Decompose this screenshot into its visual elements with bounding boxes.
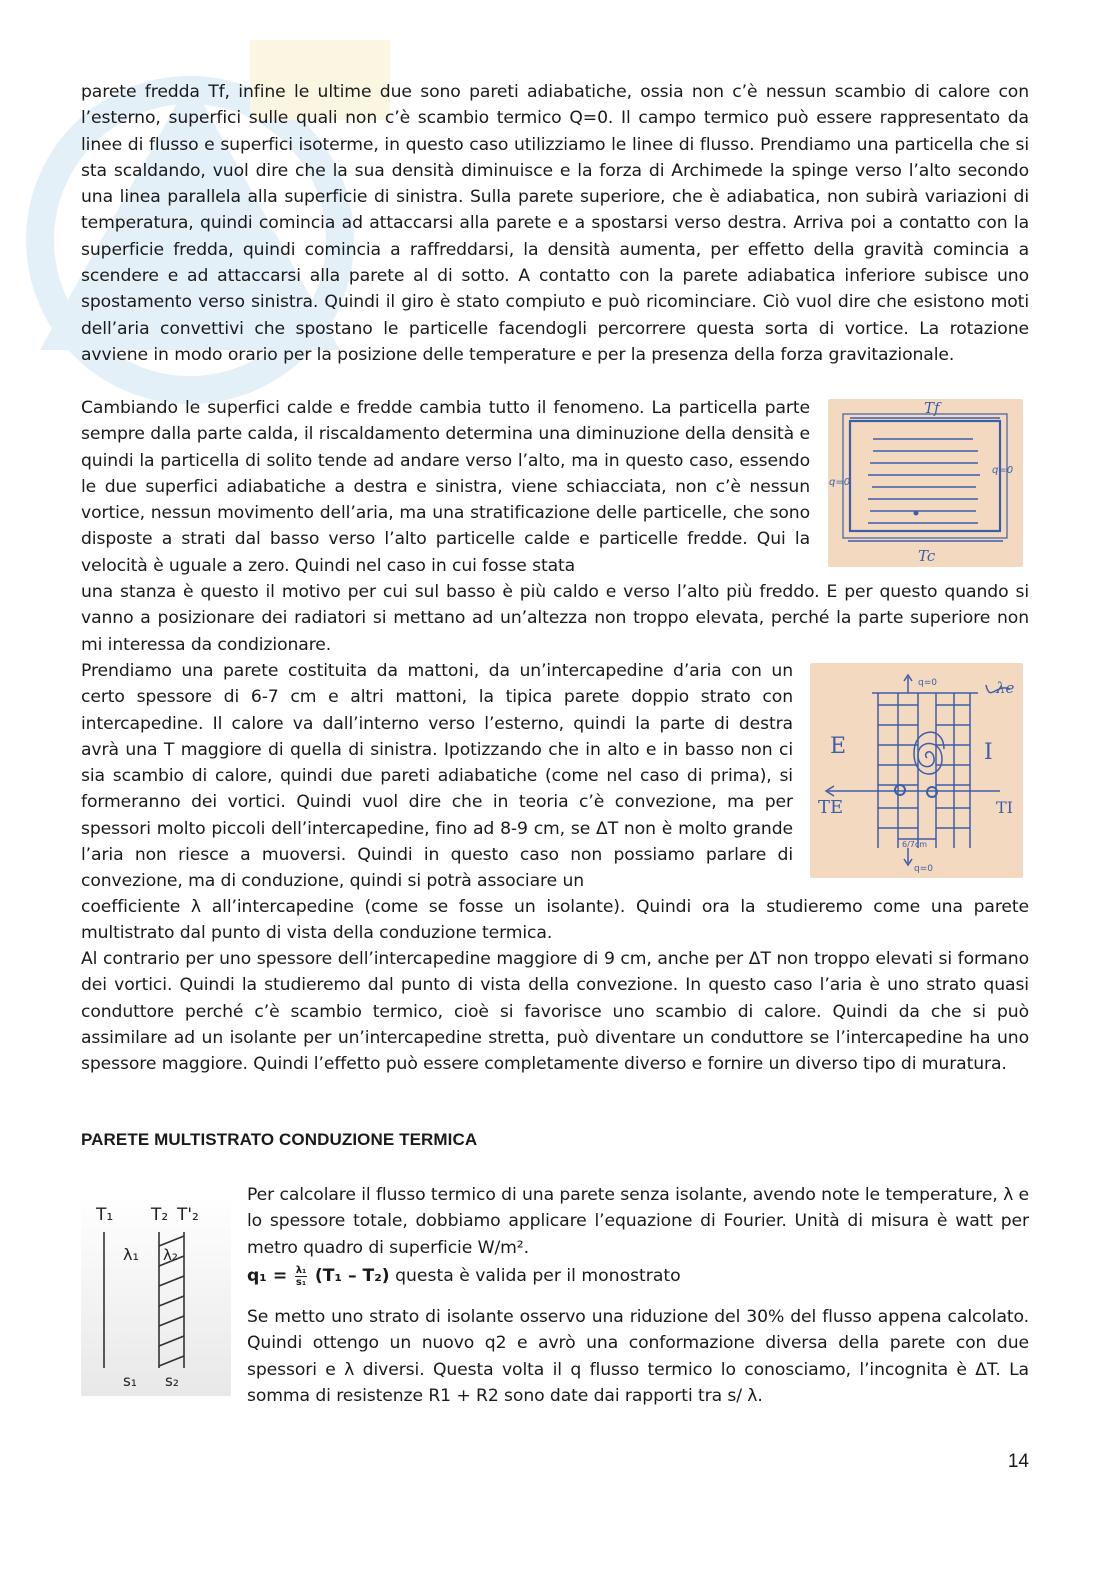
paragraph-convection-vortex: parete fredda Tf, infine le ultime due sono pareti adiabatiche, ossia non c’è nessun scambio di calore con l’esterno, superfici sulle quali non c’è scambio termico Q=0. Il campo termico può essere rappresentato da linee di flusso e superfici isoterme, in questo caso utilizziamo le linee di flusso. Prendiamo una particella che si sta scaldando, vuol dire che la sua densità diminuisce e la forza di Archimede la spinge verso l’alto secondo una linea parallela alla superficie di sinistra. Sulla parete superiore, che è adiabatica, non subirà variazioni di temperatura, quindi comincia ad attaccarsi alla parete e a spostarsi verso destra. Arriva poi a contatto con la superficie fredda, quindi comincia a raffreddarsi, la densità aumenta, per effetto della gravità comincia a scendere e ad attaccarsi alla parete al di sotto. A contatto con la parete adiabatica inferiore subisce uno spostamento verso sinistra. Quindi il giro è stato compiuto e può ricominciare. Ciò vuol dire che esistono moti dell’aria convettivi che spostano le particelle facendogli percorrere questa sorta di vortice. La rotazione avviene in modo orario per la posizione delle temperature e per la presenza della forza gravitazionale. <box>81 82 1029 365</box>
paragraph-cavity-wall: Prendiamo una parete costituita da mattoni, da un’intercapedine d’aria con un certo spessore di 6-7 cm e altri mattoni, la tipica parete doppio strato con intercapedine. Il calore va dall’interno verso l’esterno, quindi la parte di destra avrà una T maggiore di quella di sinistra. Ipotizzando che in alto e in basso non ci sia scambio di calore, quindi due pareti adiabatiche (come nel caso di prima), si formeranno dei vortici. Quindi vuol dire che in teoria c’è convezione, ma per spessori molto piccoli dell’intercapedine, fino ad 8-9 cm, se ΔT non è molto grande l’aria non riesce a muoversi. Quindi in questo caso non possiamo parlare di convezione, ma di conduzione, quindi si potrà associare un <box>81 661 793 892</box>
label-te: TE <box>818 797 844 818</box>
sketch-stratification-figure <box>828 399 1023 567</box>
paragraph-cavity-wall-cont: coefficiente λ all’intercapedine (come se fosse un isolante). Quindi ora la studieremo come una parete multistrato dal punto di vista della conduzione termica. <box>81 897 1029 944</box>
label-thickness: 6/7cm <box>902 840 928 849</box>
fourier-formula <box>247 1263 681 1289</box>
page-number: 14 <box>1007 1451 1029 1472</box>
paragraph-stratification: Cambiando le superfici calde e fredde cambia tutto il fenomeno. La particella parte sempre dalla parte calda, il riscaldamento determina una diminuzione della densità e quindi la particella di solito tende ad andare verso l’alto, ma in questo caso, essendo le due superfici adiabatiche a destra e sinistra, viene schiacciata, non c’è nessun vortice, nessun movimento dell’aria, ma una stratificazione delle particelle, che sono disposte a strati dal basso verso l’alto particelle calde e particelle fredde. Qui la velocità è uguale a zero. Quindi nel caso in cui fosse stata <box>81 398 810 576</box>
label-i: I <box>984 740 993 765</box>
sketch-cavity-wall-figure <box>810 663 1023 878</box>
label-tc: Tc <box>918 547 936 565</box>
paragraph-insulation: Se metto uno strato di isolante osservo una riduzione del 30% del flusso appena calcolato. Quindi ottengo un nuovo q2 e avrò una conformazione diversa della parete con due spessori e λ diversi. Questa volta il q flusso termico lo conosciamo, l’incognita è ΔT. La somma di resistenze R1 + R2 sono date dai rapporti tra s/ λ. <box>247 1307 1029 1406</box>
label-ti: TI <box>996 798 1013 817</box>
label-right-q: q=0 <box>992 465 1014 476</box>
label-e: E <box>830 734 847 759</box>
formula-denominator: s₁ <box>295 1276 307 1288</box>
paragraph-fourier: Per calcolare il flusso termico di una parete senza isolante, avendo note le temperature, λ e lo spessore totale, dobbiamo applicare l’equazione di Fourier. Unità di misura è watt per metro quadro di superficie W/m². <box>247 1185 1029 1258</box>
label-lambda-e: λe <box>996 679 1015 697</box>
formula-fraction <box>295 1265 308 1288</box>
label-t2-prime: T'₂ <box>177 1205 199 1225</box>
label-top-q: q=0 <box>918 678 937 688</box>
paragraph-stratification-cont: una stanza è questo il motivo per cui sul basso è più caldo e verso l’alto più freddo. E per questo quando si vanno a posizionare dei radiatori si mettano ad un’altezza non troppo elevata, perché la parte superiore non mi interessa da condizionare. <box>81 582 1029 655</box>
label-left-q: q=0 <box>829 477 851 488</box>
formula-note: questa è valida per il monostrato <box>395 1266 681 1286</box>
label-s2: s₂ <box>165 1372 179 1390</box>
label-tf: Tf <box>924 399 940 417</box>
label-lambda2: λ₂ <box>163 1246 178 1264</box>
multilayer-wall-figure <box>81 1196 231 1396</box>
label-t1: T₁ <box>96 1205 114 1225</box>
label-lambda1: λ₁ <box>123 1245 139 1264</box>
label-bottom-q: q=0 <box>914 864 933 874</box>
formula-numerator: λ₁ <box>295 1264 307 1276</box>
label-t2: T₂ <box>151 1205 169 1225</box>
section-heading: PARETE MULTISTRATO CONDUZIONE TERMICA <box>81 1130 478 1149</box>
formula-lhs: q₁ = <box>247 1266 288 1286</box>
formula-rhs: (T₁ – T₂) <box>314 1266 390 1286</box>
label-s1: s₁ <box>123 1372 137 1390</box>
paragraph-thick-cavity: Al contrario per uno spessore dell’intercapedine maggiore di 9 cm, anche per ΔT non troppo elevati si formano dei vortici. Quindi la studieremo dal punto di vista della convezione. In questo caso l’aria è uno strato quasi conduttore perché c’è scambio termico, cioè si favorisce uno scambio di calore. Quindi da che si può assimilare ad un isolante per un’intercapedine stretta, può diventare un conduttore se l’intercapedine ha uno spessore maggiore. Quindi l’effetto può essere completamente diverso e fornire un diverso tipo di muratura. <box>81 949 1029 1075</box>
